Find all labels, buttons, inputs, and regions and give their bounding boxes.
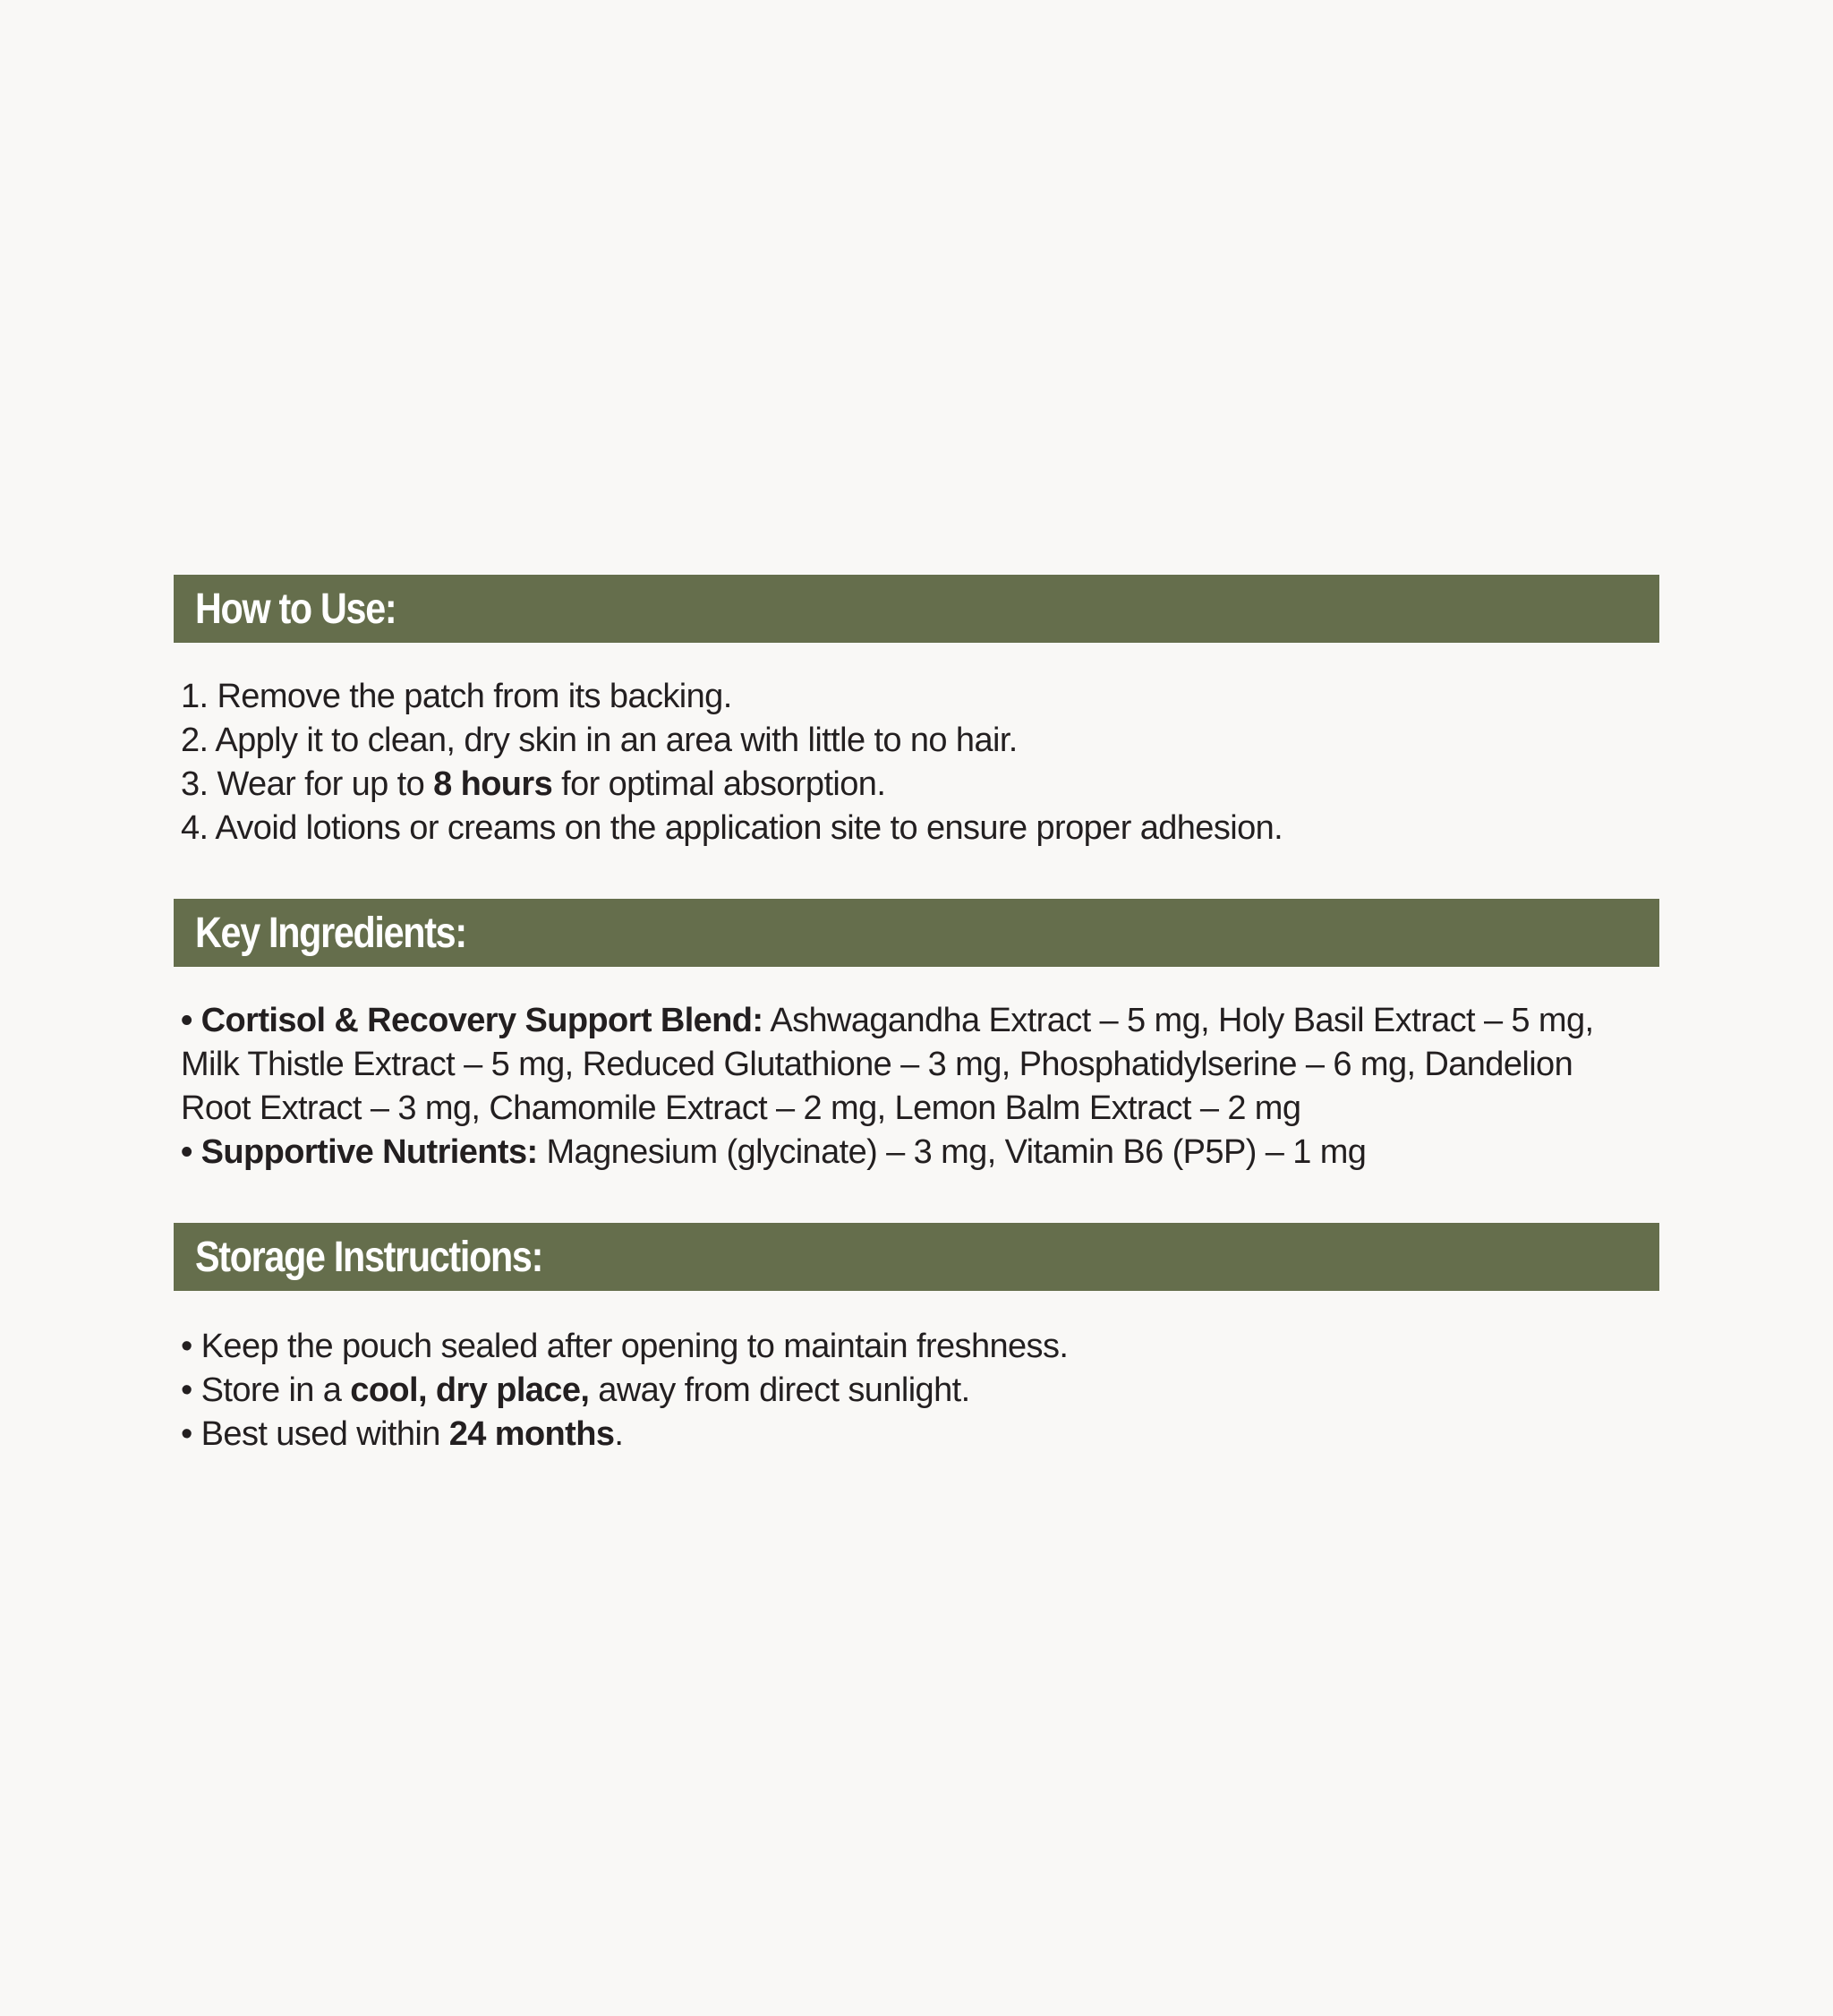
- step-item: [181, 675, 1659, 719]
- storage-emphasis: 24 months: [448, 1415, 615, 1453]
- product-info-panel: [174, 575, 1659, 1456]
- step-item: [181, 719, 1659, 763]
- storage-text: • Store in a: [181, 1371, 351, 1409]
- storage-text: • Best used within: [181, 1415, 449, 1453]
- how-to-use-title: How to Use:: [195, 585, 396, 633]
- storage-emphasis: cool, dry place,: [350, 1371, 590, 1409]
- storage-item: [181, 1325, 1659, 1369]
- step-text: 1. Remove the patch from its backing.: [181, 678, 732, 715]
- how-to-use-header: [174, 575, 1659, 643]
- bullet: •: [181, 1002, 201, 1039]
- storage-text: • Keep the pouch sealed after opening to maintain freshness.: [181, 1328, 1069, 1365]
- ingredient-text: Magnesium (glycinate) – 3 mg, Vitamin B6 (P5P) – 1 mg: [537, 1133, 1367, 1171]
- storage-header: [174, 1223, 1659, 1291]
- storage-item: [181, 1369, 1659, 1413]
- storage-text: away from direct sunlight.: [589, 1371, 970, 1409]
- step-text: for optimal absorption.: [552, 765, 886, 803]
- storage-title: Storage Instructions:: [195, 1233, 543, 1281]
- step-emphasis: 8 hours: [433, 765, 553, 803]
- step-text: 3. Wear for up to: [181, 765, 434, 803]
- ingredient-label: Cortisol & Recovery Support Blend:: [200, 1002, 763, 1039]
- step-text: 2. Apply it to clean, dry skin in an area with little to no hair.: [181, 722, 1018, 759]
- storage-text: .: [614, 1415, 624, 1453]
- key-ingredients-header: [174, 899, 1659, 967]
- ingredient-item: [181, 1131, 1624, 1175]
- storage-item: [181, 1413, 1659, 1456]
- ingredient-item: [181, 999, 1624, 1131]
- ingredient-text: Ashwagandha Extract – 5 mg, Holy Basil Extract – 5 mg, Milk Thistle Extract – 5 mg, Reduced Glutathione – 3 mg, Phosphatidylserine – 6 mg, Dandelion Root Extract – 3 mg, Chamomile Extract – 2 mg, Lemon Balm Extract – 2 mg: [181, 1002, 1594, 1127]
- step-item: [181, 807, 1659, 850]
- step-item: [181, 763, 1659, 807]
- how-to-use-steps: [174, 643, 1659, 899]
- storage-list: [174, 1291, 1659, 1456]
- key-ingredients-title: Key Ingredients:: [195, 909, 466, 957]
- bullet: •: [181, 1133, 201, 1171]
- step-text: 4. Avoid lotions or creams on the application site to ensure proper adhesion.: [181, 809, 1283, 847]
- ingredient-label: Supportive Nutrients:: [200, 1133, 538, 1171]
- key-ingredients-list: [174, 967, 1659, 1223]
